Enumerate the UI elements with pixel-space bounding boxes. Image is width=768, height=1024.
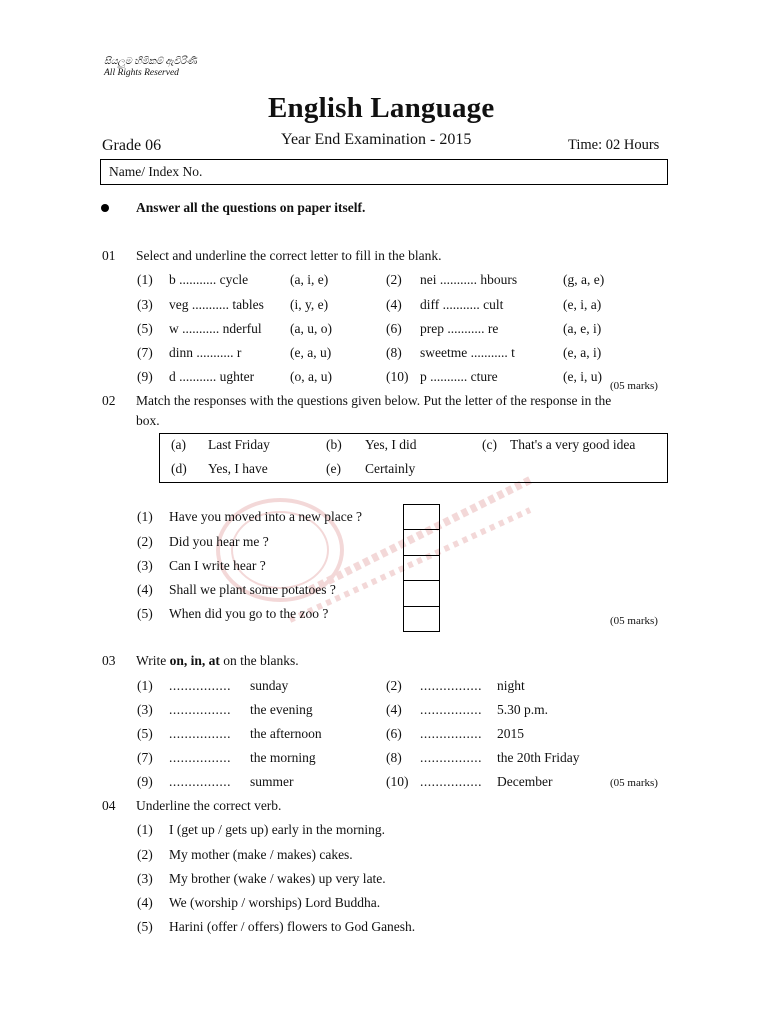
q2-question-text: When did you go to the zoo ? (169, 606, 329, 621)
q1-text: Select and underline the correct letter to fill in the blank. (136, 248, 442, 263)
q1-item-number: (3) (137, 297, 153, 312)
q2-question-text: Can I write hear ? (169, 558, 266, 573)
q3-item-text: the morning (250, 750, 316, 765)
q1-item-options[interactable]: (a, e, i) (563, 321, 602, 336)
time-label: Time: 02 Hours (568, 137, 660, 153)
q1-item-word: sweetme ........... t (420, 345, 515, 360)
q3-item-number: (2) (386, 678, 402, 693)
q4-item-text[interactable]: We (worship / worships) Lord Buddha. (169, 895, 381, 910)
name-index-label: Name/ Index No. (109, 164, 203, 179)
q3-blank[interactable]: ................ (169, 750, 231, 765)
page-title: English Language (268, 92, 495, 124)
q1-item-word: p ........... cture (420, 369, 498, 384)
q3-item-number: (8) (386, 750, 402, 765)
q3-item-number: (10) (386, 774, 409, 789)
q4-text: Underline the correct verb. (136, 798, 282, 813)
rights-sinhala: සියලුම හිමිකම් ඇවිරිණි (104, 57, 197, 67)
q1-item-options[interactable]: (i, y, e) (290, 297, 329, 312)
q3-item-number: (5) (137, 726, 153, 741)
q3-item-number: (4) (386, 702, 402, 717)
q3-item-number: (3) (137, 702, 153, 717)
q1-item-options[interactable]: (o, a, u) (290, 369, 332, 384)
q2-text-line2: box. (136, 413, 160, 428)
q1-item-options[interactable]: (a, i, e) (290, 272, 329, 287)
q3-item-text: the evening (250, 702, 313, 717)
q3-item-text: sunday (250, 678, 289, 693)
q1-item-word: diff ........... cult (420, 297, 504, 312)
grade-label: Grade 06 (102, 137, 162, 154)
q3-blank[interactable]: ................ (169, 774, 231, 789)
name-index-field[interactable] (100, 159, 668, 185)
response-letter: (c) (482, 437, 497, 452)
q1-item-options[interactable]: (e, i, u) (563, 369, 602, 384)
q3-item-number: (7) (137, 750, 153, 765)
q3-number: 03 (102, 653, 116, 668)
q3-item-text: the 20th Friday (497, 750, 580, 765)
answer-box[interactable] (403, 606, 440, 632)
q4-item-text[interactable]: Harini (offer / offers) flowers to God Ganesh. (169, 919, 416, 934)
q1-item-word: dinn ........... r (169, 345, 242, 360)
q1-item-word: veg ........... tables (169, 297, 264, 312)
q2-question-text: Shall we plant some potatoes ? (169, 582, 336, 597)
q3-text-post: on the blanks. (223, 653, 299, 668)
q1-marks: (05 marks) (610, 380, 658, 392)
rights-reserved: All Rights Reserved (104, 68, 179, 78)
q1-item-number: (7) (137, 345, 153, 360)
q1-item-options[interactable]: (g, a, e) (563, 272, 605, 287)
response-letter: (a) (171, 437, 186, 452)
q3-marks: (05 marks) (610, 777, 658, 789)
q2-question-number: (3) (137, 558, 153, 573)
q3-item-text: night (497, 678, 525, 693)
q1-item-number: (1) (137, 272, 153, 287)
q1-item-word: nei ........... hbours (420, 272, 518, 287)
q3-item-text: the afternoon (250, 726, 322, 741)
q3-item-text: summer (250, 774, 294, 789)
answer-box[interactable] (403, 555, 440, 581)
q1-item-word: d ........... ughter (169, 369, 255, 384)
q4-item-number: (2) (137, 847, 153, 862)
q1-item-options[interactable]: (e, a, u) (290, 345, 332, 360)
q1-item-word: w ........... nderful (169, 321, 262, 336)
q1-item-number: (4) (386, 297, 402, 312)
response-text: Yes, I did (365, 437, 417, 452)
q3-blank[interactable]: ................ (420, 726, 482, 741)
response-letter: (d) (171, 461, 187, 476)
q4-item-number: (1) (137, 822, 153, 837)
q3-item-number: (6) (386, 726, 402, 741)
response-text: That's a very good idea (510, 437, 636, 452)
q3-blank[interactable]: ................ (420, 774, 482, 789)
q3-text (136, 653, 299, 669)
q1-item-number: (2) (386, 272, 402, 287)
answer-box[interactable] (403, 580, 440, 607)
q2-question-number: (1) (137, 509, 153, 524)
q3-blank[interactable]: ................ (420, 750, 482, 765)
q3-item-text: December (497, 774, 553, 789)
q2-question-number: (2) (137, 534, 153, 549)
q4-item-text[interactable]: My brother (wake / wakes) up very late. (169, 871, 386, 886)
q3-blank[interactable]: ................ (169, 702, 231, 717)
response-text: Certainly (365, 461, 416, 476)
q2-number: 02 (102, 393, 116, 408)
q1-item-number: (10) (386, 369, 409, 384)
instruction: Answer all the questions on paper itself. (136, 200, 366, 215)
exam-label: Year End Examination - 2015 (281, 131, 472, 148)
q3-item-text: 2015 (497, 726, 524, 741)
q2-question-number: (4) (137, 582, 153, 597)
q1-item-word: b ........... cycle (169, 272, 249, 287)
q4-item-text[interactable]: My mother (make / makes) cakes. (169, 847, 353, 862)
q3-blank[interactable]: ................ (420, 702, 482, 717)
q1-number: 01 (102, 248, 116, 263)
q4-number: 04 (102, 798, 116, 813)
answer-box[interactable] (403, 504, 440, 530)
q3-item-number: (1) (137, 678, 153, 693)
q4-item-number: (3) (137, 871, 153, 886)
answer-box[interactable] (403, 529, 440, 556)
q1-item-options[interactable]: (e, a, i) (563, 345, 602, 360)
q4-item-number: (5) (137, 919, 153, 934)
q1-item-options[interactable]: (e, i, a) (563, 297, 602, 312)
q2-text-line1: Match the responses with the questions given below. Put the letter of the response in the (136, 393, 612, 408)
q3-text-bold: on, in, at (169, 653, 220, 668)
q1-item-number: (6) (386, 321, 402, 336)
q2-question-text: Have you moved into a new place ? (169, 509, 363, 524)
q3-blank[interactable]: ................ (420, 678, 482, 693)
q1-item-number: (8) (386, 345, 402, 360)
q3-blank[interactable]: ................ (169, 726, 231, 741)
q4-item-number: (4) (137, 895, 153, 910)
q4-item-text[interactable]: I (get up / gets up) early in the morning. (169, 822, 385, 837)
q3-item-text: 5.30 p.m. (497, 702, 549, 717)
response-letter: (b) (326, 437, 342, 452)
q1-item-number: (9) (137, 369, 153, 384)
response-letter: (e) (326, 461, 341, 476)
q1-item-options[interactable]: (a, u, o) (290, 321, 332, 336)
response-text: Last Friday (208, 437, 270, 452)
q2-marks: (05 marks) (610, 615, 658, 627)
q3-blank[interactable]: ................ (169, 678, 231, 693)
q3-text-pre: Write (136, 653, 167, 668)
bullet-icon (101, 204, 109, 212)
q2-question-text: Did you hear me ? (169, 534, 269, 549)
response-text: Yes, I have (208, 461, 268, 476)
q1-item-number: (5) (137, 321, 153, 336)
q2-question-number: (5) (137, 606, 153, 621)
q3-item-number: (9) (137, 774, 153, 789)
q1-item-word: prep ........... re (420, 321, 499, 336)
